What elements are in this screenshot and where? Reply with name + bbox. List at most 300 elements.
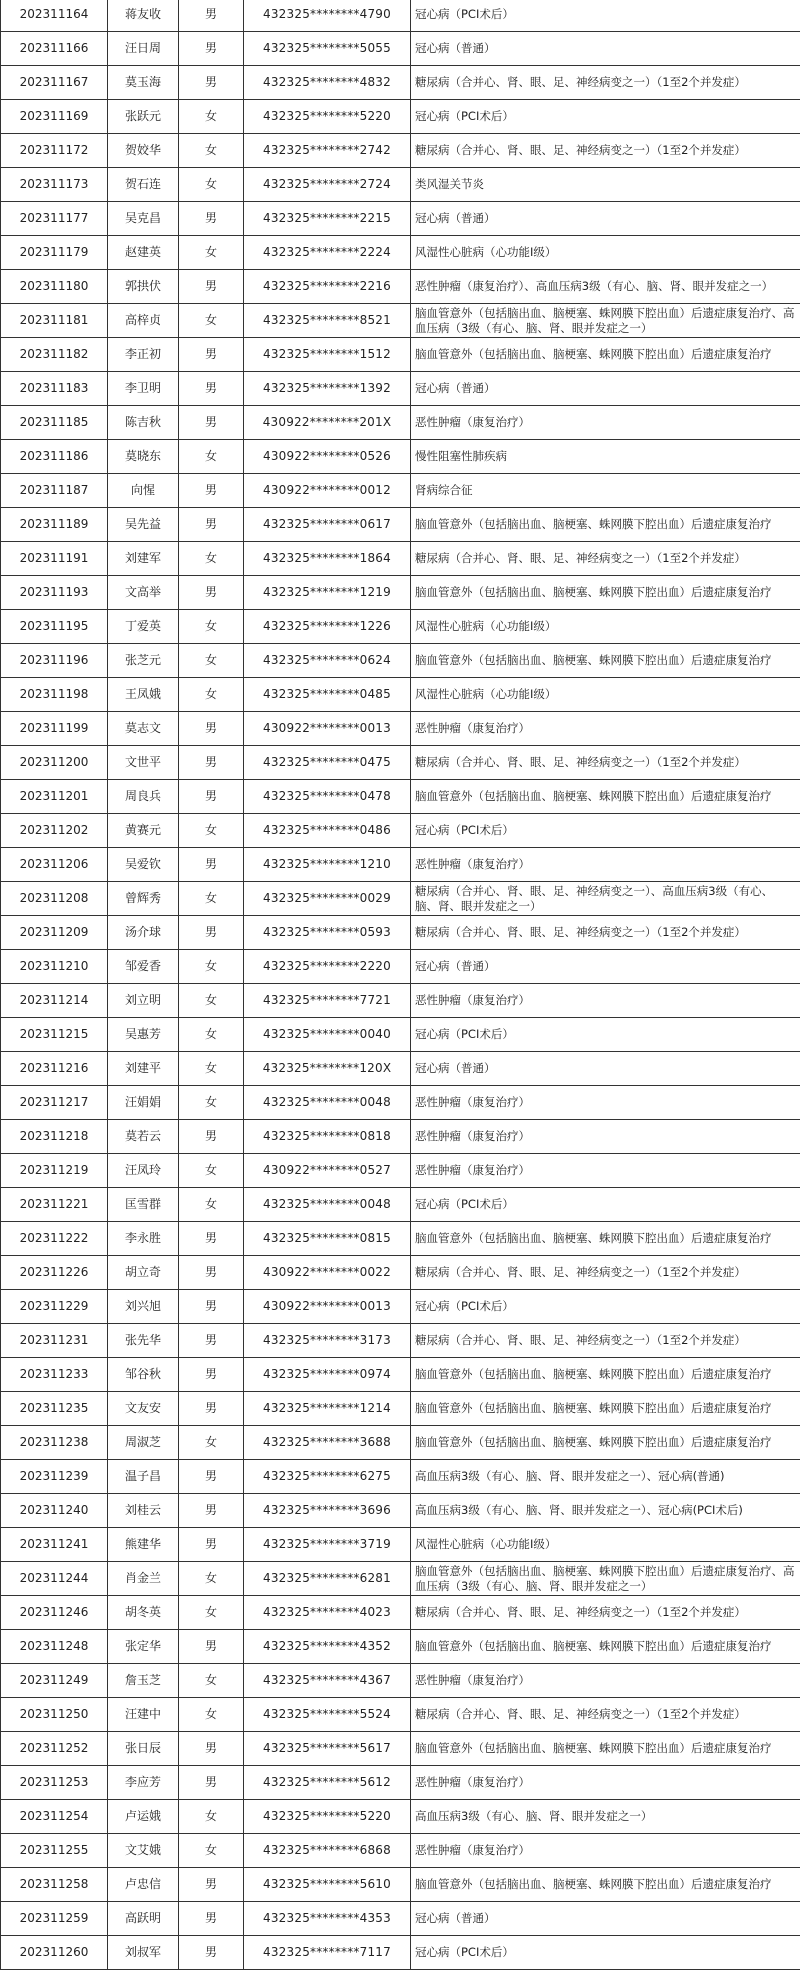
patient-name-cell: 温子昌	[108, 1460, 179, 1494]
patient-name-cell: 张先华	[108, 1324, 179, 1358]
table-row	[1, 950, 800, 984]
id-number-cell: 432325********0475	[244, 746, 411, 780]
record-number-cell: 202311226	[1, 1256, 108, 1290]
table-row	[1, 712, 800, 746]
patient-name-cell: 刘建军	[108, 542, 179, 576]
disease-cell: 糖尿病（合并心、肾、眼、足、神经病变之一）（1至2个并发症）	[411, 542, 800, 576]
gender-cell: 男	[179, 712, 244, 746]
record-number-cell: 202311209	[1, 916, 108, 950]
gender-cell: 男	[179, 372, 244, 406]
table-row	[1, 1358, 800, 1392]
table-row	[1, 1698, 800, 1732]
table-row	[1, 576, 800, 610]
patient-name-cell: 蒋友收	[108, 0, 179, 32]
gender-cell: 女	[179, 814, 244, 848]
record-number-cell: 202311248	[1, 1630, 108, 1664]
table-row	[1, 916, 800, 950]
gender-cell: 女	[179, 1664, 244, 1698]
id-number-cell: 432325********120X	[244, 1052, 411, 1086]
gender-cell: 男	[179, 1902, 244, 1936]
record-number-cell: 202311215	[1, 1018, 108, 1052]
patient-name-cell: 高梓贞	[108, 304, 179, 338]
patient-name-cell: 文艾娥	[108, 1834, 179, 1868]
gender-cell: 男	[179, 508, 244, 542]
table-row	[1, 1868, 800, 1902]
table-row	[1, 644, 800, 678]
gender-cell: 女	[179, 542, 244, 576]
id-number-cell: 432325********3696	[244, 1494, 411, 1528]
disease-cell: 恶性肿瘤（康复治疗）	[411, 1086, 800, 1120]
gender-cell: 女	[179, 1086, 244, 1120]
disease-cell: 糖尿病（合并心、肾、眼、足、神经病变之一）（1至2个并发症）	[411, 1324, 800, 1358]
table-row	[1, 1324, 800, 1358]
table-row	[1, 1052, 800, 1086]
disease-cell: 冠心病（普通）	[411, 372, 800, 406]
gender-cell: 女	[179, 304, 244, 338]
gender-cell: 男	[179, 0, 244, 32]
table-row	[1, 1222, 800, 1256]
id-number-cell: 430922********0013	[244, 1290, 411, 1324]
patient-name-cell: 李应芳	[108, 1766, 179, 1800]
table-row	[1, 372, 800, 406]
id-number-cell: 432325********4367	[244, 1664, 411, 1698]
table-row	[1, 1630, 800, 1664]
patient-name-cell: 刘立明	[108, 984, 179, 1018]
record-number-cell: 202311182	[1, 338, 108, 372]
gender-cell: 男	[179, 1936, 244, 1970]
table-row	[1, 1154, 800, 1188]
patient-name-cell: 刘桂云	[108, 1494, 179, 1528]
record-number-cell: 202311240	[1, 1494, 108, 1528]
gender-cell: 男	[179, 1392, 244, 1426]
record-number-cell: 202311216	[1, 1052, 108, 1086]
record-number-cell: 202311186	[1, 440, 108, 474]
id-number-cell: 432325********7721	[244, 984, 411, 1018]
record-number-cell: 202311177	[1, 202, 108, 236]
patient-name-cell: 刘叔军	[108, 1936, 179, 1970]
table-row	[1, 814, 800, 848]
record-number-cell: 202311173	[1, 168, 108, 202]
disease-cell: 风湿性心脏病（心功能Ⅰ级）	[411, 678, 800, 712]
id-number-cell: 432325********2220	[244, 950, 411, 984]
gender-cell: 女	[179, 984, 244, 1018]
record-number-cell: 202311183	[1, 372, 108, 406]
id-number-cell: 432325********3719	[244, 1528, 411, 1562]
gender-cell: 男	[179, 1766, 244, 1800]
gender-cell: 男	[179, 576, 244, 610]
patient-name-cell: 吴惠芳	[108, 1018, 179, 1052]
disease-cell: 糖尿病（合并心、肾、眼、足、神经病变之一）（1至2个并发症）	[411, 916, 800, 950]
record-number-cell: 202311187	[1, 474, 108, 508]
id-number-cell: 432325********1226	[244, 610, 411, 644]
disease-cell: 高血压病3级（有心、脑、肾、眼并发症之一）	[411, 1800, 800, 1834]
id-number-cell: 432325********7117	[244, 1936, 411, 1970]
id-number-cell: 432325********0624	[244, 644, 411, 678]
record-number-cell: 202311238	[1, 1426, 108, 1460]
gender-cell: 女	[179, 1596, 244, 1630]
patient-name-cell: 莫玉海	[108, 66, 179, 100]
gender-cell: 女	[179, 168, 244, 202]
record-number-cell: 202311258	[1, 1868, 108, 1902]
disease-cell: 恶性肿瘤（康复治疗）	[411, 1766, 800, 1800]
id-number-cell: 432325********0485	[244, 678, 411, 712]
gender-cell: 男	[179, 1324, 244, 1358]
gender-cell: 女	[179, 1018, 244, 1052]
disease-cell: 糖尿病（合并心、肾、眼、足、神经病变之一）（1至2个并发症）	[411, 1256, 800, 1290]
record-number-cell: 202311180	[1, 270, 108, 304]
table-row	[1, 1834, 800, 1868]
gender-cell: 男	[179, 1222, 244, 1256]
id-number-cell: 432325********6281	[244, 1562, 411, 1596]
record-number-cell: 202311202	[1, 814, 108, 848]
patient-name-cell: 匡雪群	[108, 1188, 179, 1222]
table-row	[1, 338, 800, 372]
gender-cell: 男	[179, 1256, 244, 1290]
patient-name-cell: 莫晓东	[108, 440, 179, 474]
gender-cell: 女	[179, 1562, 244, 1596]
table-row	[1, 1290, 800, 1324]
disease-cell: 糖尿病（合并心、肾、眼、足、神经病变之一）（1至2个并发症）	[411, 746, 800, 780]
id-number-cell: 432325********1864	[244, 542, 411, 576]
patient-name-cell: 陈吉秋	[108, 406, 179, 440]
patient-name-cell: 吴爱钦	[108, 848, 179, 882]
gender-cell: 女	[179, 440, 244, 474]
record-number-cell: 202311218	[1, 1120, 108, 1154]
record-number-cell: 202311235	[1, 1392, 108, 1426]
patient-name-cell: 卢忠信	[108, 1868, 179, 1902]
gender-cell: 女	[179, 1154, 244, 1188]
disease-cell: 脑血管意外（包括脑出血、脑梗塞、蛛网膜下腔出血）后遗症康复治疗	[411, 1358, 800, 1392]
gender-cell: 女	[179, 950, 244, 984]
disease-cell: 脑血管意外（包括脑出血、脑梗塞、蛛网膜下腔出血）后遗症康复治疗、高血压病（3级（有心、脑、肾、眼并发症之一）	[411, 1562, 800, 1596]
gender-cell: 女	[179, 678, 244, 712]
table-row	[1, 1460, 800, 1494]
table-row	[1, 134, 800, 168]
table-row	[1, 1562, 800, 1596]
disease-cell: 恶性肿瘤（康复治疗）	[411, 1664, 800, 1698]
patient-name-cell: 李永胜	[108, 1222, 179, 1256]
disease-cell: 脑血管意外（包括脑出血、脑梗塞、蛛网膜下腔出血）后遗症康复治疗	[411, 1732, 800, 1766]
id-number-cell: 432325********0974	[244, 1358, 411, 1392]
patient-name-cell: 贺姣华	[108, 134, 179, 168]
record-number-cell: 202311167	[1, 66, 108, 100]
gender-cell: 男	[179, 916, 244, 950]
record-number-cell: 202311252	[1, 1732, 108, 1766]
gender-cell: 男	[179, 32, 244, 66]
id-number-cell: 432325********1219	[244, 576, 411, 610]
patient-name-cell: 邹爱香	[108, 950, 179, 984]
patient-name-cell: 曾辉秀	[108, 882, 179, 916]
disease-cell: 脑血管意外（包括脑出血、脑梗塞、蛛网膜下腔出血）后遗症康复治疗	[411, 338, 800, 372]
id-number-cell: 432325********0486	[244, 814, 411, 848]
id-number-cell: 432325********0815	[244, 1222, 411, 1256]
table-row	[1, 542, 800, 576]
record-number-cell: 202311214	[1, 984, 108, 1018]
record-number-cell: 202311217	[1, 1086, 108, 1120]
record-number-cell: 202311233	[1, 1358, 108, 1392]
disease-cell: 脑血管意外（包括脑出血、脑梗塞、蛛网膜下腔出血）后遗症康复治疗	[411, 1426, 800, 1460]
disease-cell: 脑血管意外（包括脑出血、脑梗塞、蛛网膜下腔出血）后遗症康复治疗	[411, 508, 800, 542]
id-number-cell: 432325********6868	[244, 1834, 411, 1868]
record-number-cell: 202311166	[1, 32, 108, 66]
id-number-cell: 432325********0617	[244, 508, 411, 542]
table-row	[1, 100, 800, 134]
gender-cell: 男	[179, 406, 244, 440]
record-number-cell: 202311255	[1, 1834, 108, 1868]
id-number-cell: 432325********4832	[244, 66, 411, 100]
disease-cell: 慢性阻塞性肺疾病	[411, 440, 800, 474]
record-number-cell: 202311169	[1, 100, 108, 134]
patient-name-cell: 汪娟娟	[108, 1086, 179, 1120]
disease-cell: 恶性肿瘤（康复治疗）	[411, 1834, 800, 1868]
disease-cell: 冠心病（PCI术后）	[411, 100, 800, 134]
disease-cell: 脑血管意外（包括脑出血、脑梗塞、蛛网膜下腔出血）后遗症康复治疗	[411, 1868, 800, 1902]
patient-name-cell: 莫若云	[108, 1120, 179, 1154]
record-number-cell: 202311222	[1, 1222, 108, 1256]
disease-cell: 冠心病（普通）	[411, 32, 800, 66]
id-number-cell: 432325********5055	[244, 32, 411, 66]
record-number-cell: 202311244	[1, 1562, 108, 1596]
id-number-cell: 432325********3173	[244, 1324, 411, 1358]
patient-name-cell: 刘兴旭	[108, 1290, 179, 1324]
id-number-cell: 432325********2224	[244, 236, 411, 270]
table-row	[1, 1596, 800, 1630]
gender-cell: 女	[179, 1834, 244, 1868]
patient-name-cell: 邹谷秋	[108, 1358, 179, 1392]
patient-name-cell: 吴先益	[108, 508, 179, 542]
id-number-cell: 430922********0012	[244, 474, 411, 508]
disease-cell: 恶性肿瘤（康复治疗）	[411, 1154, 800, 1188]
gender-cell: 男	[179, 338, 244, 372]
disease-cell: 高血压病3级（有心、脑、肾、眼并发症之一）、冠心病(PCI术后)	[411, 1494, 800, 1528]
patient-name-cell: 周淑芝	[108, 1426, 179, 1460]
disease-cell: 脑血管意外（包括脑出血、脑梗塞、蛛网膜下腔出血）后遗症康复治疗	[411, 1392, 800, 1426]
disease-cell: 类风湿关节炎	[411, 168, 800, 202]
table-row	[1, 1800, 800, 1834]
record-number-cell: 202311239	[1, 1460, 108, 1494]
disease-cell: 恶性肿瘤（康复治疗）	[411, 712, 800, 746]
id-number-cell: 432325********4790	[244, 0, 411, 32]
record-number-cell: 202311193	[1, 576, 108, 610]
disease-cell: 冠心病（普通）	[411, 202, 800, 236]
id-number-cell: 432325********5524	[244, 1698, 411, 1732]
table-row	[1, 848, 800, 882]
disease-cell: 糖尿病（合并心、肾、眼、足、神经病变之一）、高血压病3级（有心、脑、肾、眼并发症之一）	[411, 882, 800, 916]
gender-cell: 男	[179, 1528, 244, 1562]
id-number-cell: 432325********4352	[244, 1630, 411, 1664]
id-number-cell: 432325********4353	[244, 1902, 411, 1936]
patient-name-cell: 肖金兰	[108, 1562, 179, 1596]
id-number-cell: 432325********0478	[244, 780, 411, 814]
table-row	[1, 168, 800, 202]
id-number-cell: 432325********2724	[244, 168, 411, 202]
patient-name-cell: 高跃明	[108, 1902, 179, 1936]
disease-cell: 风湿性心脏病（心功能Ⅰ级）	[411, 610, 800, 644]
disease-cell: 脑血管意外（包括脑出血、脑梗塞、蛛网膜下腔出血）后遗症康复治疗	[411, 780, 800, 814]
gender-cell: 女	[179, 100, 244, 134]
patient-name-cell: 张芝元	[108, 644, 179, 678]
patient-name-cell: 卢运娥	[108, 1800, 179, 1834]
patient-name-cell: 郭拱伏	[108, 270, 179, 304]
disease-cell: 恶性肿瘤（康复治疗）	[411, 406, 800, 440]
table-row	[1, 1528, 800, 1562]
record-number-cell: 202311181	[1, 304, 108, 338]
id-number-cell: 430922********0526	[244, 440, 411, 474]
gender-cell: 男	[179, 1460, 244, 1494]
table-row	[1, 746, 800, 780]
patient-name-cell: 贺石连	[108, 168, 179, 202]
table-row	[1, 236, 800, 270]
table-row	[1, 1256, 800, 1290]
record-number-cell: 202311199	[1, 712, 108, 746]
record-number-cell: 202311185	[1, 406, 108, 440]
disease-cell: 恶性肿瘤（康复治疗）、高血压病3级（有心、脑、肾、眼并发症之一）	[411, 270, 800, 304]
patient-name-cell: 赵建英	[108, 236, 179, 270]
gender-cell: 男	[179, 848, 244, 882]
record-number-cell: 202311208	[1, 882, 108, 916]
gender-cell: 女	[179, 1426, 244, 1460]
patient-name-cell: 胡立奇	[108, 1256, 179, 1290]
id-number-cell: 430922********0013	[244, 712, 411, 746]
patient-name-cell: 文世平	[108, 746, 179, 780]
table-row	[1, 1120, 800, 1154]
patient-name-cell: 张跃元	[108, 100, 179, 134]
table-row	[1, 882, 800, 916]
gender-cell: 男	[179, 1358, 244, 1392]
record-number-cell: 202311249	[1, 1664, 108, 1698]
disease-cell: 脑血管意外（包括脑出血、脑梗塞、蛛网膜下腔出血）后遗症康复治疗、高血压病（3级（有心、脑、肾、眼并发症之一）	[411, 304, 800, 338]
gender-cell: 女	[179, 1052, 244, 1086]
patient-name-cell: 黄赛元	[108, 814, 179, 848]
id-number-cell: 432325********0040	[244, 1018, 411, 1052]
table-row	[1, 508, 800, 542]
patient-name-cell: 汤介球	[108, 916, 179, 950]
gender-cell: 女	[179, 882, 244, 916]
disease-cell: 风湿性心脏病（心功能Ⅰ级）	[411, 1528, 800, 1562]
table-row	[1, 0, 800, 32]
id-number-cell: 432325********5610	[244, 1868, 411, 1902]
id-number-cell: 432325********6275	[244, 1460, 411, 1494]
id-number-cell: 432325********0048	[244, 1188, 411, 1222]
patient-name-cell: 汪凤玲	[108, 1154, 179, 1188]
disease-cell: 肾病综合征	[411, 474, 800, 508]
id-number-cell: 432325********3688	[244, 1426, 411, 1460]
id-number-cell: 432325********0593	[244, 916, 411, 950]
patient-name-cell: 向惺	[108, 474, 179, 508]
gender-cell: 男	[179, 66, 244, 100]
record-number-cell: 202311164	[1, 0, 108, 32]
record-number-cell: 202311259	[1, 1902, 108, 1936]
gender-cell: 女	[179, 1698, 244, 1732]
record-number-cell: 202311198	[1, 678, 108, 712]
id-number-cell: 432325********5612	[244, 1766, 411, 1800]
disease-cell: 冠心病（PCI术后）	[411, 1290, 800, 1324]
table-row	[1, 1936, 800, 1970]
record-number-cell: 202311250	[1, 1698, 108, 1732]
table-row	[1, 32, 800, 66]
patient-name-cell: 汪建中	[108, 1698, 179, 1732]
patient-name-cell: 汪日周	[108, 32, 179, 66]
id-number-cell: 432325********2215	[244, 202, 411, 236]
id-number-cell: 432325********1210	[244, 848, 411, 882]
table-row	[1, 202, 800, 236]
disease-cell: 风湿性心脏病（心功能Ⅰ级）	[411, 236, 800, 270]
table-row	[1, 1426, 800, 1460]
id-number-cell: 432325********0048	[244, 1086, 411, 1120]
patient-name-cell: 李正初	[108, 338, 179, 372]
disease-cell: 冠心病（PCI术后）	[411, 1188, 800, 1222]
table-row	[1, 1392, 800, 1426]
gender-cell: 女	[179, 610, 244, 644]
table-body	[1, 0, 800, 1970]
id-number-cell: 432325********1214	[244, 1392, 411, 1426]
disease-cell: 糖尿病（合并心、肾、眼、足、神经病变之一）（1至2个并发症）	[411, 66, 800, 100]
id-number-cell: 432325********2742	[244, 134, 411, 168]
gender-cell: 男	[179, 474, 244, 508]
disease-cell: 糖尿病（合并心、肾、眼、足、神经病变之一）（1至2个并发症）	[411, 134, 800, 168]
id-number-cell: 432325********0029	[244, 882, 411, 916]
disease-cell: 恶性肿瘤（康复治疗）	[411, 848, 800, 882]
table-row	[1, 304, 800, 338]
disease-cell: 脑血管意外（包括脑出血、脑梗塞、蛛网膜下腔出血）后遗症康复治疗	[411, 1222, 800, 1256]
table-row	[1, 1766, 800, 1800]
gender-cell: 男	[179, 780, 244, 814]
gender-cell: 男	[179, 202, 244, 236]
disease-cell: 冠心病（普通）	[411, 950, 800, 984]
patient-name-cell: 李卫明	[108, 372, 179, 406]
table-row	[1, 66, 800, 100]
table-row	[1, 1902, 800, 1936]
disease-cell: 脑血管意外（包括脑出血、脑梗塞、蛛网膜下腔出血）后遗症康复治疗	[411, 576, 800, 610]
disease-cell: 冠心病（普通）	[411, 1052, 800, 1086]
patient-name-cell: 胡冬英	[108, 1596, 179, 1630]
record-number-cell: 202311179	[1, 236, 108, 270]
disease-cell: 脑血管意外（包括脑出血、脑梗塞、蛛网膜下腔出血）后遗症康复治疗	[411, 1630, 800, 1664]
gender-cell: 男	[179, 1630, 244, 1664]
gender-cell: 男	[179, 270, 244, 304]
gender-cell: 女	[179, 134, 244, 168]
record-number-cell: 202311210	[1, 950, 108, 984]
record-number-cell: 202311200	[1, 746, 108, 780]
gender-cell: 女	[179, 236, 244, 270]
gender-cell: 女	[179, 1188, 244, 1222]
disease-cell: 冠心病（PCI术后）	[411, 814, 800, 848]
patient-name-cell: 周良兵	[108, 780, 179, 814]
gender-cell: 男	[179, 1120, 244, 1154]
patient-name-cell: 刘建平	[108, 1052, 179, 1086]
table-row	[1, 1188, 800, 1222]
patient-name-cell: 王凤娥	[108, 678, 179, 712]
table-row	[1, 406, 800, 440]
disease-cell: 冠心病（PCI术后）	[411, 1018, 800, 1052]
table-row	[1, 1018, 800, 1052]
id-number-cell: 432325********4023	[244, 1596, 411, 1630]
record-number-cell: 202311206	[1, 848, 108, 882]
gender-cell: 男	[179, 1290, 244, 1324]
patient-name-cell: 詹玉芝	[108, 1664, 179, 1698]
record-number-cell: 202311229	[1, 1290, 108, 1324]
patient-name-cell: 文高举	[108, 576, 179, 610]
id-number-cell: 432325********5617	[244, 1732, 411, 1766]
record-number-cell: 202311221	[1, 1188, 108, 1222]
record-number-cell: 202311219	[1, 1154, 108, 1188]
record-number-cell: 202311260	[1, 1936, 108, 1970]
disease-cell: 糖尿病（合并心、肾、眼、足、神经病变之一）（1至2个并发症）	[411, 1596, 800, 1630]
disease-cell: 恶性肿瘤（康复治疗）	[411, 1120, 800, 1154]
record-number-cell: 202311195	[1, 610, 108, 644]
disease-cell: 冠心病（PCI术后）	[411, 0, 800, 32]
record-number-cell: 202311196	[1, 644, 108, 678]
